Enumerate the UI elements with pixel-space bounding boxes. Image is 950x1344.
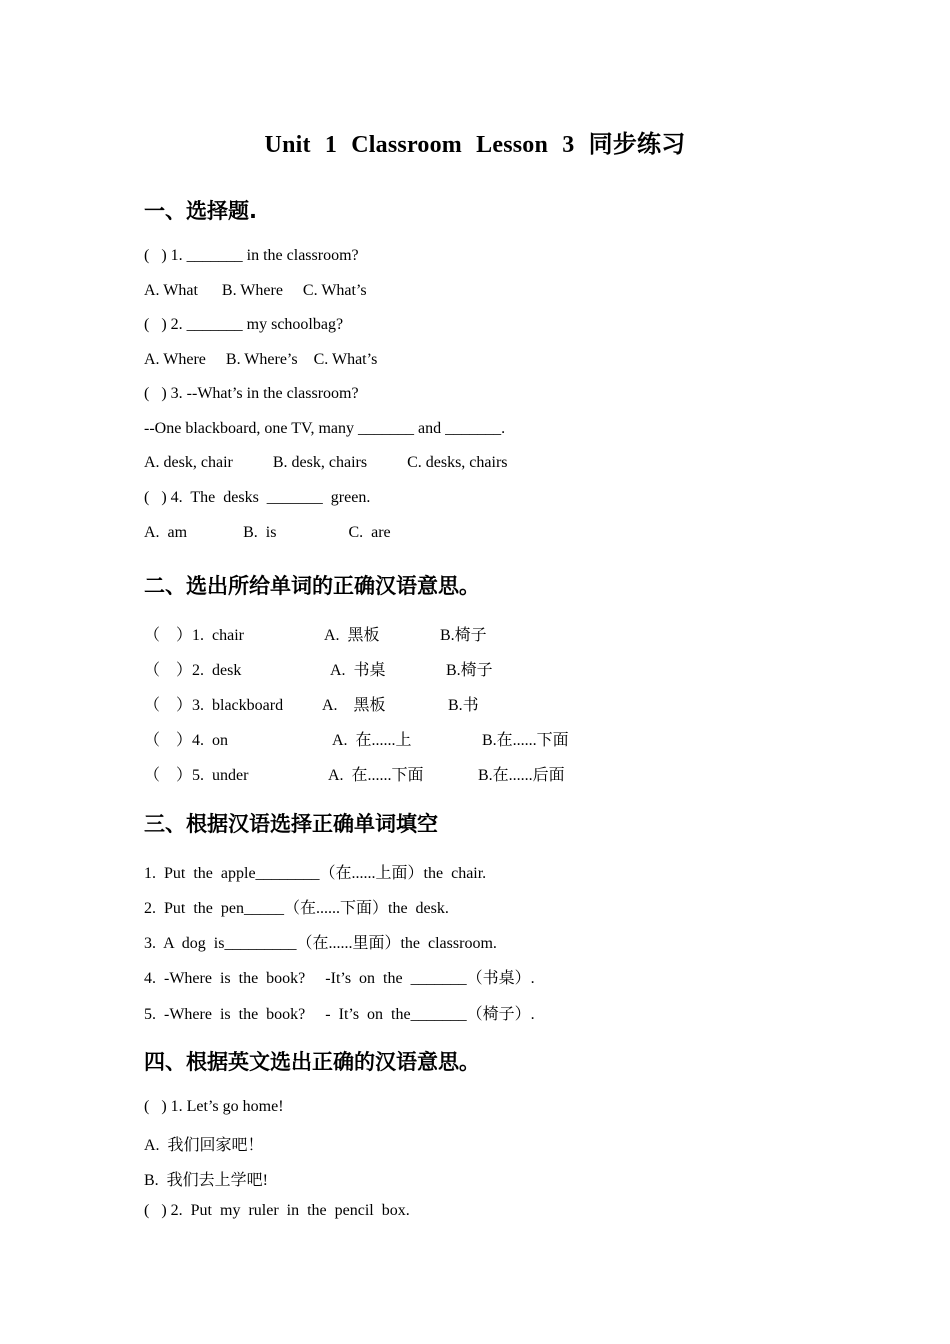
section-1-heading: 一、选择题. <box>144 199 257 223</box>
question-line: ( ) 1. _______ in the classroom? <box>144 247 359 264</box>
vocab-option-a: A. 书桌 <box>330 662 386 679</box>
options-line: B. 我们去上学吧! <box>144 1172 269 1189</box>
question-line: ( ) 1. Let’s go home! <box>144 1098 284 1115</box>
vocab-option-a: A. 黑板 <box>322 697 386 714</box>
vocab-item: （ ）4. on <box>144 732 229 749</box>
vocab-item: （ ）3. blackboard <box>144 697 284 714</box>
vocab-option-a: A. 在......下面 <box>328 767 424 784</box>
section-2-heading: 二、选出所给单词的正确汉语意思。 <box>144 574 480 598</box>
vocab-item: （ ）1. chair <box>144 627 244 644</box>
vocab-option-a: A. 黑板 <box>324 627 380 644</box>
section-4-heading: 四、根据英文选出正确的汉语意思。 <box>144 1050 480 1074</box>
fill-blank-line: 3. A dog is_________（在......里面）the classroom. <box>144 935 497 952</box>
options-line: A. desk, chair B. desk, chairs C. desks, chairs <box>144 454 508 471</box>
vocab-option-a: A. 在......上 <box>332 732 412 749</box>
vocab-option-b: B.书 <box>448 697 479 714</box>
options-line: A. 我们回家吧！ <box>144 1137 264 1154</box>
section-3-heading: 三、根据汉语选择正确单词填空 <box>144 812 438 836</box>
options-line: A. am B. is C. are <box>144 524 391 541</box>
options-line: A. Where B. Where’s C. What’s <box>144 351 378 368</box>
page-title: Unit 1 Classroom Lesson 3 同步练习 <box>264 132 686 158</box>
vocab-item: （ ）5. under <box>144 767 249 784</box>
question-line: ( ) 4. The desks _______ green. <box>144 489 371 506</box>
vocab-option-b: B.在......下面 <box>482 732 569 749</box>
fill-blank-line: 4. -Where is the book? -It’s on the _______（书桌）. <box>144 970 535 987</box>
vocab-item: （ ）2. desk <box>144 662 242 679</box>
question-line: --One blackboard, one TV, many _______ and _______. <box>144 420 506 437</box>
vocab-option-b: B.椅子 <box>440 627 487 644</box>
fill-blank-line: 1. Put the apple________（在......上面）the chair. <box>144 865 487 882</box>
fill-blank-line: 5. -Where is the book? - It’s on the_______（椅子）. <box>144 1006 535 1023</box>
question-line: ( ) 2. _______ my schoolbag? <box>144 316 344 333</box>
options-line: A. What B. Where C. What’s <box>144 282 367 299</box>
question-line: ( ) 3. --What’s in the classroom? <box>144 385 359 402</box>
vocab-option-b: B.在......后面 <box>478 767 565 784</box>
vocab-option-b: B.椅子 <box>446 662 493 679</box>
fill-blank-line: 2. Put the pen_____（在......下面）the desk. <box>144 900 449 917</box>
question-line: ( ) 2. Put my ruler in the pencil box. <box>144 1202 410 1219</box>
